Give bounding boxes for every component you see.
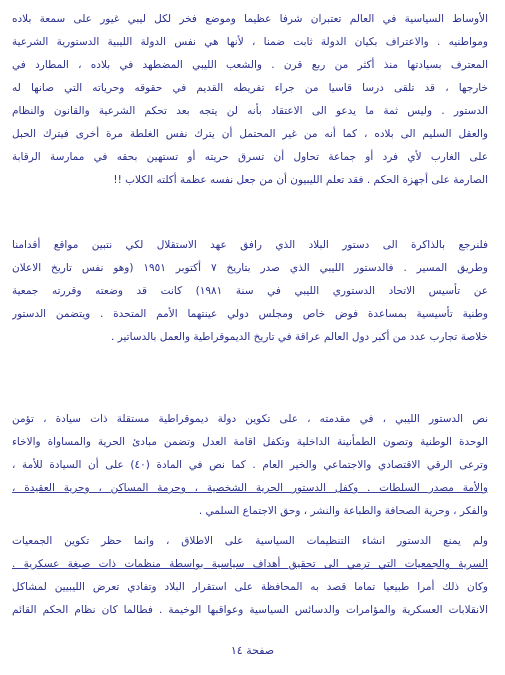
text-line: والعقل السليم الى بلاده ، كما أنه من غير المحتمل أن يترك نفس الغلطة مرة أخرى فيترك الحبل xyxy=(12,128,488,140)
text-line: ولم يمنع الدستور انشاء التنظيمات السياسية على الاطلاق ، وانما حظر تكوين الجمعيات xyxy=(12,535,488,547)
text-line: ومواطنيه . والاعتراف بكيان الدولة ثابت ضمنا ، لأنها هي نفس الدولة الليبية الدستورية الشرعية xyxy=(12,36,488,48)
text-line: وكان ذلك أمرا طبيعيا تماما قصد به المحافظة على استقرار البلاد وتفادي تعرض الليبيين لمشاكل xyxy=(12,581,488,593)
text-line: والفكر ، وحرية الصحافة والطباعة والنشر ، وحق الاجتماع السلمي . xyxy=(198,505,488,517)
text-line: وطنية تأسيسية بمساعدة فوض خاص ومجلس دولي عينتهما الأمم المتحدة . ويتضمن الدستور xyxy=(12,308,488,320)
text-line: الصارمة على أجهزة الحكم . فقد تعلم الليبيون أن من جعل نفسه عظمة أكلته الكلاب !! xyxy=(113,174,488,186)
underlined-text-line: السرية والجمعيات التي ترمي الى تحقيق أهداف سياسية بواسطة منظمات ذات صبغة عسكرية . xyxy=(12,558,488,570)
text-line: الوحدة الوطنية وتصون الطمأنينة الداخلية وتكفل اقامة العدل وتضمن مبادئ الحرية والمساواة والاخاء xyxy=(12,436,488,448)
text-line: خلاصة تجارب عدد من أكبر دول العالم عراقة في تاريخ الديموقراطية والعمل بالدساتير . xyxy=(111,331,488,343)
text-line: الدستور . وليس ثمة ما يدعو الى الاعتقاد بأنه لن يتجه بعد تحكم الشرعية والقانون والنظام xyxy=(12,105,488,117)
text-line: عن تأسيس الاتحاد الدستوري الليبي في سنة ١٩٨١) كانت قد وضعته وقررته جمعية xyxy=(12,285,488,297)
text-line: المعترف بسيادتها منذ أكثر من ربع قرن . والشعب الليبي المضطهد في بلاده ، المطارد في xyxy=(12,59,488,71)
paragraph-2 xyxy=(12,234,488,349)
text-line: نص الدستور الليبي ، في مقدمته ، على تكوين دولة ديموقراطية مستقلة ذات سيادة ، تؤمن xyxy=(12,413,488,425)
paragraph-4 xyxy=(12,530,488,622)
text-line: وترعى الرقي الاقتصادي والاجتماعي والخير العام . كما نص في المادة (٤٠) على أن السيادة للأمة ، xyxy=(12,459,488,471)
paragraph-1 xyxy=(12,8,488,192)
page-number: صفحة ١٤ xyxy=(230,644,275,657)
text-line: الأوساط السياسية في العالم تعتبران شرفا عظيما وموضع فخر لكل ليبي غيور على سمعة بلاده xyxy=(12,13,488,25)
text-line: فلنرجع بالذاكرة الى دستور البلاد الذي رافق عهد الاستقلال لكي نتبين مواقع أقدامنا xyxy=(12,239,488,251)
text-line: الانقلابات العسكرية والمؤامرات والدسائس السياسية وعواقبها الوخيمة . فطالما كان نظام الحكم القائم xyxy=(12,604,488,616)
underlined-text-line: والأمة مصدر السلطات . وكفل الدستور الحرية الشخصية ، وحرمة المساكن ، وحرية العقيدة ، xyxy=(12,482,488,494)
text-line: خارجها ، قد تلقى درسا قاسيا من جراء تفريطه القديم في حقوقه وحرياته التي صانها له xyxy=(12,82,488,94)
text-line: وطريق المسير . فالدستور الليبي الذي صدر بتاريخ ٧ أكتوبر ١٩٥١ (وهو نفس تاريخ الاعلان xyxy=(12,262,488,274)
text-line: على الغارب لأي فرد أو جماعة تحاول أن تسرق حريته أو تستهين بحقه في ممارسة الرقابة xyxy=(12,151,488,163)
paragraph-3 xyxy=(12,408,488,523)
